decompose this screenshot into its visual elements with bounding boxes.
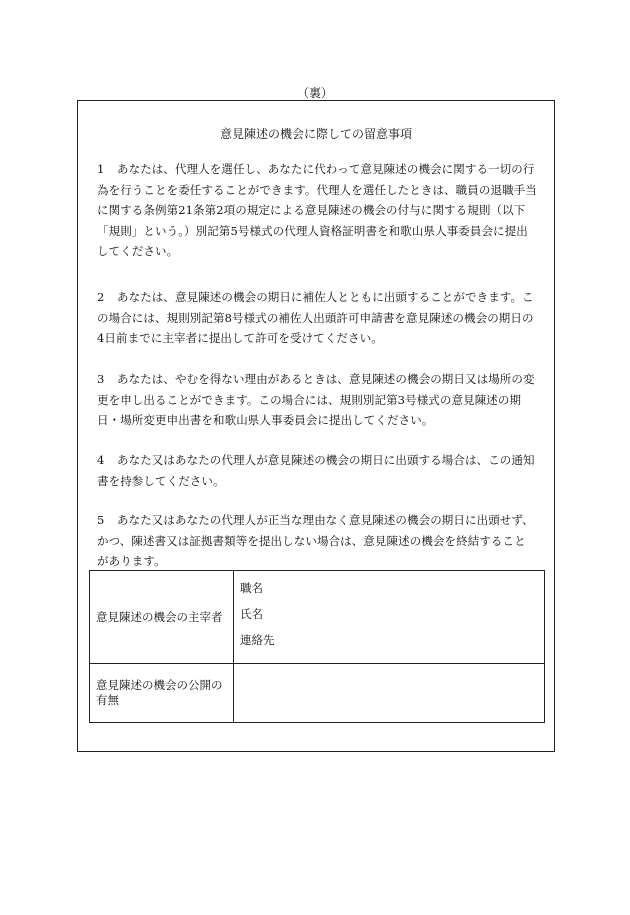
- public-disclosure-value: [234, 664, 545, 723]
- public-disclosure-label: 意見陳述の機会の公開の有無: [90, 664, 234, 723]
- table-row: [90, 571, 545, 664]
- field-name: 氏名: [240, 607, 263, 621]
- notice-item-5: [97, 510, 537, 572]
- item-text: あなた又はあなたの代理人が意見陳述の機会の期日に出頭する場合は、この通知書を持参してください。: [97, 453, 535, 488]
- document-title: 意見陳述の機会に際しての留意事項: [219, 127, 412, 141]
- notice-item-3: [97, 369, 537, 431]
- item-number: 2: [97, 290, 105, 304]
- notice-item-4: [97, 450, 537, 491]
- notice-item-2: [97, 287, 537, 349]
- table-row: [90, 664, 545, 723]
- notice-frame: [77, 100, 555, 752]
- item-text: あなたは、代理人を選任し、あなたに代わって意見陳述の機会に関する一切の行為を行うことを委任することができます。代理人を選任したときは、職員の退職手当に関する条例第21条第2項の規定による意見陳述の機会の付与に関する規則（以下「規則」という。）別記第5号様式の代理人資格証明書を和歌山県人事委員会に提出してください。: [97, 162, 537, 258]
- item-text: あなたは、やむを得ない理由があるときは、意見陳述の機会の期日又は場所の変更を申し出ることができます。この場合には、規則別記第3号様式の意見陳述の期日・場所変更申出書を和歌山県人事委員会に提出してください。: [97, 372, 535, 427]
- presider-label: 意見陳述の機会の主宰者: [90, 571, 234, 664]
- presider-info-table: [89, 570, 545, 723]
- item-number: 3: [97, 372, 105, 386]
- presider-fields-cell: [234, 571, 545, 664]
- notice-item-1: [97, 159, 537, 262]
- item-number: 5: [97, 513, 105, 527]
- item-text: あなたは、意見陳述の機会の期日に補佐人とともに出頭することができます。この場合には、規則別記第8号様式の補佐人出頭許可申請書を意見陳述の機会の期日の4日前までに主宰者に提出して許可を受けてください。: [97, 290, 534, 345]
- item-number: 1: [97, 162, 105, 176]
- item-text: あなた又はあなたの代理人が正当な理由なく意見陳述の機会の期日に出頭せず、かつ、陳述書又は証拠書類等を提出しない場合は、意見陳述の機会を終結することがあります。: [97, 513, 534, 568]
- field-title: 職名: [240, 581, 263, 595]
- field-contact: 連絡先: [240, 633, 275, 647]
- item-number: 4: [97, 453, 105, 467]
- page-side-label: （裏）: [296, 86, 333, 100]
